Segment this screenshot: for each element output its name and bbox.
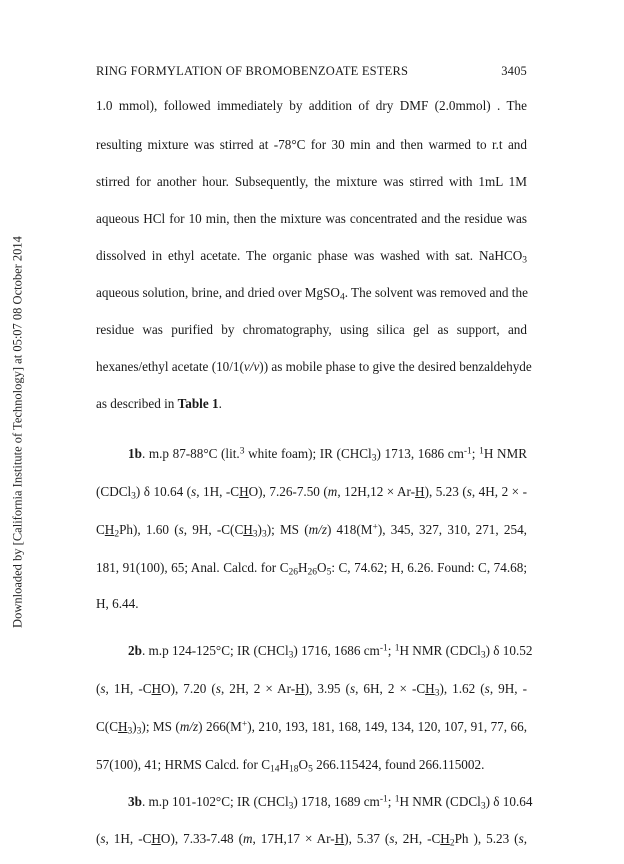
compound-label: 1b: [128, 446, 142, 461]
download-watermark-text: Downloaded by [California Institute of Technology] at 05:07 08 October 2014: [10, 236, 25, 628]
running-title: RING FORMYLATION OF BROMOBENZOATE ESTERS: [96, 64, 409, 78]
compound-1b-line: (CDCl$_3$) δ 10.64 (s, 1H, -CHO), 7.26-7.50 (m, 12H,12 × Ar-H), 5.23 (s, 4H, 2 × -: [96, 484, 527, 502]
table-reference: Table 1: [177, 396, 219, 411]
text-line: aqueous HCl for 10 min, then the mixture was concentrated and the residue was: [96, 211, 527, 226]
compound-2b-line: 2b. m.p 124-125°C; IR (CHCl$_3$) 1716, 1686 $cm^{-1}$; $^1$H NMR (CDCl$_3$) δ 10.52: [128, 643, 533, 661]
compound-1b-line: H, 6.44.: [96, 596, 139, 611]
compound-label: 3b: [128, 794, 142, 809]
text-line: 1.0 mmol), followed immediately by addition of dry DMF (2.0mmol) . The: [96, 98, 527, 113]
text-line: as described in Table 1.: [96, 396, 222, 411]
compound-2b-line: (s, 1H, -CHO), 7.20 (s, 2H, 2 × Ar-H), 3.95 (s, 6H, $2 \times -CH_3$), 1.62 (s, 9H, -: [96, 681, 527, 699]
text-line: resulting mixture was stirred at -78°C for 30 min and then warmed to r.t and: [96, 137, 527, 152]
text-line: residue was purified by chromatography, using silica gel as support, and: [96, 322, 527, 337]
text-line: dissolved in ethyl acetate. The organic phase was washed with sat. NaHCO$_3$: [96, 248, 527, 266]
compound-label: 2b: [128, 643, 142, 658]
page-number: 3405: [501, 64, 527, 78]
compound-2b-line: 57(100), 41; HRMS Calcd. for $C_{14}H_{18}O_5$ 266.115424, found 266.115002.: [96, 757, 485, 775]
compound-2b-line: $C(CH_3)_3$); MS (m/z) 266(M+), 210, 193, 181, 168, 149, 134, 120, 107, 91, 77, 66,: [96, 719, 527, 737]
download-watermark: [0, 0, 36, 864]
compound-1b-line: 181, 91(100), 65; Anal. Calcd. for $C_{26}H_{26}O_5$: C, 74.62; H, 6.26. Found: C, 74.68;: [96, 560, 527, 578]
text-line: stirred for another hour. Subsequently, the mixture was stirred with 1mL 1M: [96, 174, 527, 189]
compound-3b-line: 3b. m.p 101-102°C; IR (CHCl$_3$) 1718, 1689 $cm^{-1}$; $^1$H NMR (CDCl$_3$) δ 10.64: [128, 794, 533, 812]
compound-1b-line: 1b. m.p 87-88°C (lit.$^3$ white foam); IR (CHCl$_3$) 1713, 1686 $cm^{-1}$; $^1$H NMR: [128, 446, 527, 464]
running-header: [96, 64, 527, 79]
compound-3b-line: (s, 1H, -CHO), 7.33-7.48 (m, 17H,17 × Ar-H), 5.37 (s, 2H, $-CH_2Ph$ ), 5.23 (s,: [96, 831, 527, 849]
text-line: hexanes/ethyl acetate (10/1(v/v)) as mobile phase to give the desired benzaldehyde: [96, 359, 532, 374]
compound-1b-line: $CH_2Ph$), 1.60 (s, 9H, $-C(CH_3)_3$); MS (m/z) 418(M+), 345, 327, 310, 271, 254,: [96, 522, 527, 540]
text-line: aqueous solution, brine, and dried over MgSO$_4$. The solvent was removed and the: [96, 285, 528, 303]
